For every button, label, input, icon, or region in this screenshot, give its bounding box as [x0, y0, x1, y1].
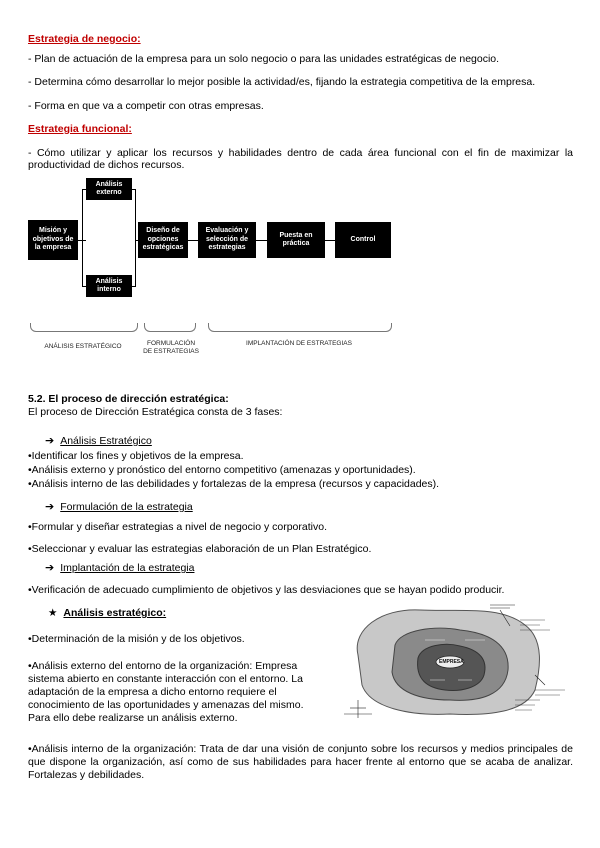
funcional-text: - Cómo utilizar y aplicar los recursos y habilidades dentro de cada área funcional con el fin de maximizar la productividad de dichos recursos. — [28, 147, 573, 171]
arrow-right-icon: ➔ — [45, 562, 55, 574]
phase-label-formulacion: FORMULACIÓN DE ESTRATEGIAS — [143, 340, 199, 355]
heading-proceso: 5.2. El proceso de dirección estratégica: — [28, 393, 229, 405]
fase1-bullet-1: •Identificar los fines y objetivos de la empresa. — [28, 450, 244, 462]
connector — [135, 240, 138, 241]
analisis-interno-text: •Análisis interno de la organización: Trata de dar una visión de conjunto sobre los recursos y medios principales de que dispone la organización, así como de sus habilidades para hacer frente al entorno que se acaba de analizar. Fortalezas y debilidades. — [28, 743, 573, 781]
box-analisis-externo: Análisis externo — [86, 178, 132, 200]
connector — [325, 240, 335, 241]
analisis-externo-text: •Análisis externo del entorno de la organización: Empresa sistema abierto en constante interacción con el entorno. La adaptación de la empresa a dicho entorno requiere el conocimiento de las oportunidades y amenazas del mismo. Para ello debe realizarse un análisis externo. — [28, 660, 304, 724]
fase3-title — [45, 561, 194, 574]
heading-estrategia-funcional: Estrategia funcional: — [28, 123, 132, 135]
connector — [82, 189, 83, 286]
box-evaluacion: Evaluación y selección de estrategias — [198, 222, 256, 258]
fase2-title — [45, 500, 193, 513]
fase2-bullet-1: •Formular y diseñar estrategias a nivel de negocio y corporativo. — [28, 521, 327, 533]
fase3-bullet-1: •Verificación de adecuado cumplimiento de objetivos y las desviaciones que se hayan podido producir. — [28, 584, 505, 596]
fase1-title-text: Análisis Estratégico — [60, 435, 152, 447]
box-diseno: Diseño de opciones estratégicas — [138, 222, 188, 258]
phase-label-implantacion: IMPLANTACIÓN DE ESTRATEGIAS — [246, 340, 352, 347]
box-puesta-en-practica: Puesta en práctica — [267, 222, 325, 258]
connector — [135, 189, 136, 286]
connector — [188, 240, 198, 241]
heading-estrategia-negocio: Estrategia de negocio: — [28, 33, 141, 45]
arrow-right-icon: ➔ — [45, 435, 55, 447]
fase2-title-text: Formulación de la estrategia — [60, 501, 193, 513]
phase-label-analisis: ANÁLISIS ESTRATÉGICO — [44, 343, 122, 350]
star-icon: ★ — [48, 607, 58, 619]
brace-formulacion — [144, 323, 196, 332]
env-label-empresa: EMPRESA — [439, 659, 464, 665]
negocio-item-3: - Forma en que va a competir con otras empresas. — [28, 100, 264, 112]
connector — [82, 286, 86, 287]
analisis-title-text: Análisis estratégico: — [63, 607, 167, 619]
connector — [82, 189, 86, 190]
box-mision: Misión y objetivos de la empresa — [28, 220, 78, 260]
proceso-intro: El proceso de Dirección Estratégica consta de 3 fases: — [28, 406, 283, 418]
brace-analisis — [30, 323, 138, 332]
negocio-item-2: - Determina cómo desarrollar lo mejor posible la actividad/es, fijando la estrategia competitiva de la empresa. — [28, 76, 536, 88]
arrow-right-icon: ➔ — [45, 501, 55, 513]
environment-diagram — [340, 600, 575, 720]
fase2-bullet-2: •Seleccionar y evaluar las estrategias elaboración de un Plan Estratégico. — [28, 543, 372, 555]
negocio-item-1: - Plan de actuación de la empresa para un solo negocio o para las unidades estratégicas de negocio. — [28, 53, 500, 65]
analisis-title — [48, 607, 166, 619]
fase1-bullet-2: •Análisis externo y pronóstico del entorno competitivo (amenazas y oportunidades). — [28, 464, 416, 476]
fase1-title — [45, 434, 152, 447]
box-analisis-interno: Análisis interno — [86, 275, 132, 297]
fase1-bullet-3: •Análisis interno de las debilidades y fortalezas de la empresa (recursos y capacidades). — [28, 478, 440, 490]
connector — [132, 189, 136, 190]
fase3-title-text: Implantación de la estrategia — [60, 562, 195, 574]
analisis-mision: •Determinación de la misión y de los objetivos. — [28, 633, 245, 645]
connector — [132, 286, 136, 287]
box-control: Control — [335, 222, 391, 258]
brace-implantacion — [208, 323, 392, 332]
connector — [256, 240, 267, 241]
